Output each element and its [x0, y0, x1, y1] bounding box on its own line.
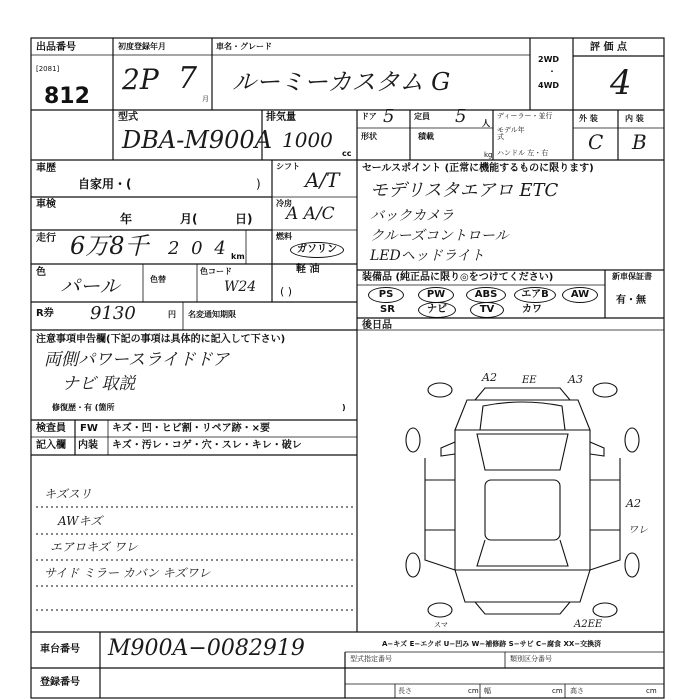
mark-right-side-2: ワレ	[628, 525, 648, 536]
color-label: 色	[36, 267, 46, 278]
length-label: 長さ	[398, 687, 412, 695]
repair-close: )	[342, 403, 346, 412]
mileage-digits: 2 0 4	[168, 238, 229, 259]
shift-value: A/T	[305, 168, 340, 192]
inspector-label-1: 検査員	[36, 423, 66, 434]
color-value: パール	[60, 274, 120, 298]
lot-label: 出品番号	[36, 42, 76, 53]
interior-label: 内 装	[625, 114, 644, 123]
type-label: 型式	[118, 112, 138, 123]
mark-front-center: EE	[522, 375, 537, 386]
cm-3: cm	[646, 687, 657, 695]
inspector-note-2: AWキズ	[58, 514, 103, 528]
history-close: )	[256, 177, 261, 191]
model-label: 車名・グレード	[216, 42, 272, 51]
color-code-value: W24	[224, 279, 257, 295]
equip-ps: PS	[368, 287, 404, 303]
fuel-diesel: 軽 油	[296, 264, 320, 275]
model-year-label: モデル年式	[497, 126, 525, 141]
recycle-value: 9130	[90, 303, 136, 324]
warranty-value: 有・無	[616, 295, 646, 306]
registration-label: 登録番号	[40, 677, 80, 688]
mark-front-right: A3	[568, 373, 583, 386]
dealer-label: ディーラー・並行	[497, 112, 553, 120]
cm-2: cm	[552, 687, 563, 695]
fw-label: FW	[80, 423, 98, 434]
doors-value: 5	[383, 106, 395, 127]
car-damage-diagram	[395, 370, 650, 630]
capacity-label: 定員	[414, 112, 430, 121]
fuel-label: 燃料	[276, 232, 292, 241]
inspector-note-3: エアロキズ ワレ	[50, 540, 138, 554]
equip-aw: AW	[562, 287, 598, 303]
height-label: 高さ	[570, 687, 584, 695]
inspector-label-2: 記入欄	[36, 440, 66, 451]
drive-dot: ・	[548, 67, 556, 76]
category-label: 類別区分番号	[510, 655, 552, 663]
mileage-label: 走行	[36, 233, 56, 244]
doors-label: ドア	[361, 112, 377, 121]
equip-airbag: エアB	[514, 287, 556, 303]
history-value: 自家用・(	[78, 177, 132, 191]
legend: A−キズ E−エクボ U−凹み W−補修跡 S−サビ C−腐食 XX−交換済	[382, 640, 602, 648]
sub-id: [2081]	[36, 65, 60, 73]
drive-4wd: 4WD	[538, 81, 560, 90]
inspector-note-1: キズスリ	[44, 487, 92, 501]
handle-label: ハンドル 左・右	[497, 149, 549, 157]
sales-point-1: モデリスタエアロ ETC	[370, 180, 559, 201]
exterior-grade: C	[588, 130, 604, 154]
score-value: 4	[610, 63, 632, 103]
name-change-label: 名変通知期限	[188, 310, 236, 319]
equip-pw: PW	[418, 287, 454, 303]
cert-label: 型式指定番号	[350, 655, 392, 663]
int-items: キズ・汚レ・コゲ・穴・スレ・キレ・破レ	[112, 440, 302, 451]
equip-leather: カワ	[522, 304, 542, 315]
cm-1: cm	[468, 687, 479, 695]
mark-front-left: A2	[482, 371, 497, 384]
int-label: 内装	[78, 440, 98, 451]
interior-grade: B	[632, 130, 647, 154]
recycle-label: R券	[36, 308, 54, 319]
person-unit: 人	[482, 119, 490, 128]
mark-right-side: A2	[626, 497, 641, 510]
inspector-note-4: サイド ミラー カバン キズワレ	[44, 566, 211, 580]
history-label: 車歴	[36, 163, 56, 174]
color-replace-label: 色替	[150, 275, 166, 284]
sales-point-4: LEDヘッドライト	[370, 248, 485, 264]
first-reg-year: 2P	[122, 63, 159, 96]
sales-point-3: クルーズコントロール	[370, 228, 509, 244]
displacement-label: 排気量	[266, 112, 296, 123]
cc-unit: cc	[342, 149, 352, 158]
warranty-label: 新車保証書	[612, 272, 652, 281]
first-reg-month: 7	[178, 61, 198, 96]
notes-line-1: 両側パワースライドドア	[44, 350, 230, 370]
score-label: 評 価 点	[590, 42, 627, 53]
fuel-brackets: ( )	[280, 285, 293, 298]
mileage-value: 6万8千	[70, 232, 149, 260]
equip-abs: ABS	[466, 287, 506, 303]
shaken-year-unit: 年	[120, 212, 133, 226]
chassis-value: M900A−0082919	[108, 636, 305, 661]
repair-label: 修復歴・有 (箇所	[52, 403, 115, 412]
equip-tv: TV	[470, 302, 504, 318]
exterior-label: 外 装	[579, 114, 598, 123]
diagram-bottom-label: スマ	[434, 621, 448, 629]
shift-label: シフト	[276, 162, 300, 171]
lot-number: 812	[44, 84, 90, 109]
mileage-unit: km	[231, 252, 245, 261]
type-value: DBA-M900A	[122, 126, 273, 154]
shaken-label: 車検	[36, 199, 56, 210]
month-unit: 月	[202, 95, 209, 103]
load-label: 積載	[418, 132, 434, 141]
accessories-label: 後日品	[362, 320, 392, 331]
first-reg-label: 初度登録年月	[118, 42, 166, 51]
width-label: 幅	[484, 687, 491, 695]
equip-navi: ナビ	[418, 302, 456, 318]
capacity-value: 5	[455, 106, 467, 127]
sales-point-2: バックカメラ	[370, 208, 454, 224]
color-code-label: 色コード	[200, 267, 232, 276]
equip-sr: SR	[380, 304, 395, 315]
kg-unit: kg	[484, 151, 493, 159]
sales-points-label: セールスポイント (正常に機能するものに限ります)	[362, 163, 594, 174]
model-name: ルーミーカスタム G	[232, 68, 451, 96]
recycle-yen: 円	[168, 310, 176, 319]
drive-2wd: 2WD	[538, 55, 560, 64]
notes-label: 注意事項申告欄(下記の事項は具体的に記入して下さい)	[36, 334, 286, 345]
aircon-label: 冷房	[276, 199, 292, 208]
shaken-month-unit: 月(	[180, 212, 198, 226]
equipment-label: 装備品 (純正品に限り◎をつけてください)	[362, 272, 554, 283]
shape-label: 形状	[361, 132, 377, 141]
shaken-day-unit: 日)	[235, 212, 253, 226]
fw-items: キズ・凹・ヒビ割・リペア跡・×要	[112, 423, 270, 434]
notes-line-2: ナビ 取説	[62, 374, 136, 394]
aircon-value: A A/C	[286, 204, 335, 224]
chassis-label: 車台番号	[40, 644, 80, 655]
mark-rear: A2EE	[574, 619, 603, 630]
displacement-value: 1000	[282, 128, 333, 152]
fuel-gasoline: ガソリン	[290, 242, 344, 258]
